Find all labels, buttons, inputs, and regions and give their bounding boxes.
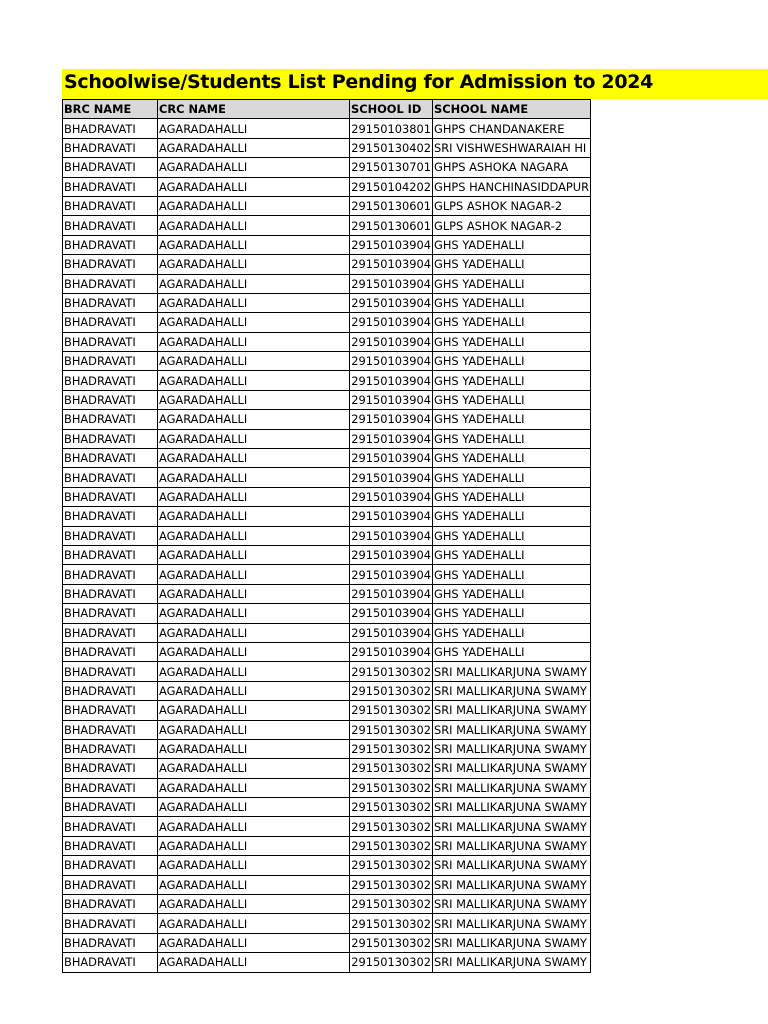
table-row bbox=[63, 332, 591, 351]
school-id-cell[interactable]: 29150130302 bbox=[350, 662, 433, 681]
crc-name-cell[interactable]: AGARADAHALLI bbox=[158, 138, 350, 157]
school-id-cell[interactable]: 29150130302 bbox=[350, 778, 433, 797]
school-id-cell[interactable]: 29150103904 bbox=[350, 545, 433, 564]
brc-name-cell[interactable]: BHADRAVATI bbox=[63, 429, 158, 448]
school-name-cell[interactable]: GHS YADEHALLI bbox=[433, 371, 591, 390]
crc-name-cell[interactable]: AGARADAHALLI bbox=[158, 681, 350, 700]
school-name-cell[interactable]: GHS YADEHALLI bbox=[433, 526, 591, 545]
table-row bbox=[63, 856, 591, 875]
table-row bbox=[63, 255, 591, 274]
brc-name-cell[interactable]: BHADRAVATI bbox=[63, 836, 158, 855]
table-row bbox=[63, 584, 591, 603]
table-row bbox=[63, 274, 591, 293]
brc-name-cell[interactable]: BHADRAVATI bbox=[63, 158, 158, 177]
header-crc-name[interactable]: CRC NAME bbox=[158, 100, 350, 119]
school-id-cell[interactable]: 29150104202 bbox=[350, 177, 433, 196]
school-id-cell[interactable]: 29150103904 bbox=[350, 565, 433, 584]
crc-name-cell[interactable]: AGARADAHALLI bbox=[158, 604, 350, 623]
crc-name-cell[interactable]: AGARADAHALLI bbox=[158, 778, 350, 797]
brc-name-cell[interactable]: BHADRAVATI bbox=[63, 255, 158, 274]
school-id-cell[interactable]: 29150103904 bbox=[350, 429, 433, 448]
crc-name-cell[interactable]: AGARADAHALLI bbox=[158, 526, 350, 545]
crc-name-cell[interactable]: AGARADAHALLI bbox=[158, 545, 350, 564]
brc-name-cell[interactable]: BHADRAVATI bbox=[63, 662, 158, 681]
crc-name-cell[interactable]: AGARADAHALLI bbox=[158, 798, 350, 817]
school-name-cell[interactable]: SRI VISHWESHWARAIAH HI bbox=[433, 138, 591, 157]
header-row bbox=[63, 100, 591, 119]
school-id-cell[interactable]: 29150103904 bbox=[350, 642, 433, 661]
crc-name-cell[interactable]: AGARADAHALLI bbox=[158, 216, 350, 235]
school-name-cell[interactable]: SRI MALLIKARJUNA SWAMY bbox=[433, 856, 591, 875]
school-id-cell[interactable]: 29150130302 bbox=[350, 720, 433, 739]
school-name-cell[interactable]: SRI MALLIKARJUNA SWAMY bbox=[433, 798, 591, 817]
crc-name-cell[interactable]: AGARADAHALLI bbox=[158, 293, 350, 312]
crc-name-cell[interactable]: AGARADAHALLI bbox=[158, 739, 350, 758]
brc-name-cell[interactable]: BHADRAVATI bbox=[63, 778, 158, 797]
crc-name-cell[interactable]: AGARADAHALLI bbox=[158, 371, 350, 390]
school-id-cell[interactable]: 29150130302 bbox=[350, 856, 433, 875]
brc-name-cell[interactable]: BHADRAVATI bbox=[63, 817, 158, 836]
school-name-cell[interactable]: SRI MALLIKARJUNA SWAMY bbox=[433, 933, 591, 952]
school-id-cell[interactable]: 29150130302 bbox=[350, 701, 433, 720]
table-row bbox=[63, 895, 591, 914]
brc-name-cell[interactable]: BHADRAVATI bbox=[63, 739, 158, 758]
brc-name-cell[interactable]: BHADRAVATI bbox=[63, 526, 158, 545]
school-name-cell[interactable]: GHS YADEHALLI bbox=[433, 352, 591, 371]
brc-name-cell[interactable]: BHADRAVATI bbox=[63, 119, 158, 138]
table-row bbox=[63, 720, 591, 739]
brc-name-cell[interactable]: BHADRAVATI bbox=[63, 449, 158, 468]
table-row bbox=[63, 235, 591, 254]
table-row bbox=[63, 914, 591, 933]
school-id-cell[interactable]: 29150103904 bbox=[350, 255, 433, 274]
school-name-cell[interactable]: SRI MALLIKARJUNA SWAMY bbox=[433, 895, 591, 914]
table-row bbox=[63, 313, 591, 332]
crc-name-cell[interactable]: AGARADAHALLI bbox=[158, 662, 350, 681]
school-id-cell[interactable]: 29150130701 bbox=[350, 158, 433, 177]
crc-name-cell[interactable]: AGARADAHALLI bbox=[158, 274, 350, 293]
brc-name-cell[interactable]: BHADRAVATI bbox=[63, 545, 158, 564]
table-row bbox=[63, 642, 591, 661]
school-id-cell[interactable]: 29150103904 bbox=[350, 410, 433, 429]
brc-name-cell[interactable]: BHADRAVATI bbox=[63, 371, 158, 390]
table-row bbox=[63, 429, 591, 448]
school-id-cell[interactable]: 29150130302 bbox=[350, 914, 433, 933]
school-id-cell[interactable]: 29150130601 bbox=[350, 216, 433, 235]
brc-name-cell[interactable]: BHADRAVATI bbox=[63, 953, 158, 972]
crc-name-cell[interactable]: AGARADAHALLI bbox=[158, 177, 350, 196]
crc-name-cell[interactable]: AGARADAHALLI bbox=[158, 701, 350, 720]
table-row bbox=[63, 487, 591, 506]
title-banner bbox=[62, 69, 768, 99]
school-id-cell[interactable]: 29150130302 bbox=[350, 739, 433, 758]
school-id-cell[interactable]: 29150130302 bbox=[350, 953, 433, 972]
school-id-cell[interactable]: 29150130601 bbox=[350, 196, 433, 215]
school-name-cell[interactable]: SRI MALLIKARJUNA SWAMY bbox=[433, 836, 591, 855]
brc-name-cell[interactable]: BHADRAVATI bbox=[63, 293, 158, 312]
table-row bbox=[63, 216, 591, 235]
table-row bbox=[63, 352, 591, 371]
school-name-cell[interactable]: GHS YADEHALLI bbox=[433, 565, 591, 584]
table-row bbox=[63, 468, 591, 487]
crc-name-cell[interactable]: AGARADAHALLI bbox=[158, 119, 350, 138]
brc-name-cell[interactable]: BHADRAVATI bbox=[63, 507, 158, 526]
crc-name-cell[interactable]: AGARADAHALLI bbox=[158, 255, 350, 274]
crc-name-cell[interactable]: AGARADAHALLI bbox=[158, 196, 350, 215]
school-id-cell[interactable]: 29150103904 bbox=[350, 371, 433, 390]
brc-name-cell[interactable]: BHADRAVATI bbox=[63, 604, 158, 623]
crc-name-cell[interactable]: AGARADAHALLI bbox=[158, 390, 350, 409]
school-name-cell[interactable]: GHPS HANCHINASIDDAPUR bbox=[433, 177, 591, 196]
crc-name-cell[interactable]: AGARADAHALLI bbox=[158, 642, 350, 661]
table-row bbox=[63, 196, 591, 215]
school-id-cell[interactable]: 29150130302 bbox=[350, 933, 433, 952]
table-row bbox=[63, 623, 591, 642]
crc-name-cell[interactable]: AGARADAHALLI bbox=[158, 565, 350, 584]
table-row bbox=[63, 759, 591, 778]
school-id-cell[interactable]: 29150103904 bbox=[350, 274, 433, 293]
school-name-cell[interactable]: GHS YADEHALLI bbox=[433, 293, 591, 312]
crc-name-cell[interactable]: AGARADAHALLI bbox=[158, 352, 350, 371]
table-row bbox=[63, 778, 591, 797]
brc-name-cell[interactable]: BHADRAVATI bbox=[63, 642, 158, 661]
table-row bbox=[63, 177, 591, 196]
table-row bbox=[63, 390, 591, 409]
brc-name-cell[interactable]: BHADRAVATI bbox=[63, 332, 158, 351]
school-id-cell[interactable]: 29150103801 bbox=[350, 119, 433, 138]
school-name-cell[interactable]: GHS YADEHALLI bbox=[433, 313, 591, 332]
crc-name-cell[interactable]: AGARADAHALLI bbox=[158, 449, 350, 468]
school-name-cell[interactable]: GHS YADEHALLI bbox=[433, 274, 591, 293]
header-school-name[interactable]: SCHOOL NAME bbox=[433, 100, 591, 119]
school-name-cell[interactable]: GHPS CHANDANAKERE bbox=[433, 119, 591, 138]
school-id-cell[interactable]: 29150103904 bbox=[350, 487, 433, 506]
school-name-cell[interactable]: GLPS ASHOK NAGAR-2 bbox=[433, 196, 591, 215]
crc-name-cell[interactable]: AGARADAHALLI bbox=[158, 158, 350, 177]
school-id-cell[interactable]: 29150103904 bbox=[350, 468, 433, 487]
school-id-cell[interactable]: 29150103904 bbox=[350, 293, 433, 312]
crc-name-cell[interactable]: AGARADAHALLI bbox=[158, 429, 350, 448]
table-row bbox=[63, 449, 591, 468]
table-row bbox=[63, 953, 591, 972]
school-id-cell[interactable]: 29150103904 bbox=[350, 526, 433, 545]
brc-name-cell[interactable]: BHADRAVATI bbox=[63, 875, 158, 894]
brc-name-cell[interactable]: BHADRAVATI bbox=[63, 313, 158, 332]
school-id-cell[interactable]: 29150103904 bbox=[350, 623, 433, 642]
school-name-cell[interactable]: GHS YADEHALLI bbox=[433, 507, 591, 526]
brc-name-cell[interactable]: BHADRAVATI bbox=[63, 933, 158, 952]
table-row bbox=[63, 410, 591, 429]
school-name-cell[interactable]: GHS YADEHALLI bbox=[433, 429, 591, 448]
crc-name-cell[interactable]: AGARADAHALLI bbox=[158, 720, 350, 739]
school-id-cell[interactable]: 29150103904 bbox=[350, 449, 433, 468]
brc-name-cell[interactable]: BHADRAVATI bbox=[63, 895, 158, 914]
school-id-cell[interactable]: 29150130302 bbox=[350, 895, 433, 914]
crc-name-cell[interactable]: AGARADAHALLI bbox=[158, 817, 350, 836]
brc-name-cell[interactable]: BHADRAVATI bbox=[63, 468, 158, 487]
brc-name-cell[interactable]: BHADRAVATI bbox=[63, 177, 158, 196]
table-row bbox=[63, 526, 591, 545]
table-row bbox=[63, 293, 591, 312]
school-id-cell[interactable]: 29150130302 bbox=[350, 759, 433, 778]
table-row bbox=[63, 507, 591, 526]
school-id-cell[interactable]: 29150130302 bbox=[350, 798, 433, 817]
table-row bbox=[63, 662, 591, 681]
school-name-cell[interactable]: GHS YADEHALLI bbox=[433, 449, 591, 468]
school-name-cell[interactable]: GHS YADEHALLI bbox=[433, 332, 591, 351]
table-row bbox=[63, 604, 591, 623]
school-id-cell[interactable]: 29150103904 bbox=[350, 507, 433, 526]
table-row bbox=[63, 739, 591, 758]
school-name-cell[interactable]: SRI MALLIKARJUNA SWAMY bbox=[433, 914, 591, 933]
crc-name-cell[interactable]: AGARADAHALLI bbox=[158, 914, 350, 933]
table-row bbox=[63, 701, 591, 720]
brc-name-cell[interactable]: BHADRAVATI bbox=[63, 759, 158, 778]
school-id-cell[interactable]: 29150130302 bbox=[350, 681, 433, 700]
school-name-cell[interactable]: SRI MALLIKARJUNA SWAMY bbox=[433, 739, 591, 758]
school-name-cell[interactable]: SRI MALLIKARJUNA SWAMY bbox=[433, 701, 591, 720]
school-name-cell[interactable]: SRI MALLIKARJUNA SWAMY bbox=[433, 662, 591, 681]
table-row bbox=[63, 681, 591, 700]
brc-name-cell[interactable]: BHADRAVATI bbox=[63, 352, 158, 371]
school-name-cell[interactable]: SRI MALLIKARJUNA SWAMY bbox=[433, 681, 591, 700]
crc-name-cell[interactable]: AGARADAHALLI bbox=[158, 313, 350, 332]
crc-name-cell[interactable]: AGARADAHALLI bbox=[158, 953, 350, 972]
school-id-cell[interactable]: 29150103904 bbox=[350, 390, 433, 409]
school-name-cell[interactable]: GHS YADEHALLI bbox=[433, 604, 591, 623]
student-list-table bbox=[62, 99, 591, 973]
brc-name-cell[interactable]: BHADRAVATI bbox=[63, 798, 158, 817]
school-id-cell[interactable]: 29150130302 bbox=[350, 817, 433, 836]
brc-name-cell[interactable]: BHADRAVATI bbox=[63, 701, 158, 720]
school-id-cell[interactable]: 29150130302 bbox=[350, 836, 433, 855]
crc-name-cell[interactable]: AGARADAHALLI bbox=[158, 507, 350, 526]
school-name-cell[interactable]: GLPS ASHOK NAGAR-2 bbox=[433, 216, 591, 235]
school-name-cell[interactable]: SRI MALLIKARJUNA SWAMY bbox=[433, 875, 591, 894]
school-name-cell[interactable]: SRI MALLIKARJUNA SWAMY bbox=[433, 953, 591, 972]
brc-name-cell[interactable]: BHADRAVATI bbox=[63, 196, 158, 215]
school-name-cell[interactable]: GHS YADEHALLI bbox=[433, 487, 591, 506]
table-body bbox=[63, 119, 591, 972]
school-id-cell[interactable]: 29150103904 bbox=[350, 235, 433, 254]
crc-name-cell[interactable]: AGARADAHALLI bbox=[158, 487, 350, 506]
crc-name-cell[interactable]: AGARADAHALLI bbox=[158, 875, 350, 894]
brc-name-cell[interactable]: BHADRAVATI bbox=[63, 274, 158, 293]
school-id-cell[interactable]: 29150103904 bbox=[350, 313, 433, 332]
school-name-cell[interactable]: GHS YADEHALLI bbox=[433, 584, 591, 603]
table-row bbox=[63, 371, 591, 390]
school-name-cell[interactable]: GHS YADEHALLI bbox=[433, 390, 591, 409]
brc-name-cell[interactable]: BHADRAVATI bbox=[63, 390, 158, 409]
school-name-cell[interactable]: GHS YADEHALLI bbox=[433, 642, 591, 661]
table-row bbox=[63, 817, 591, 836]
table-row bbox=[63, 119, 591, 138]
brc-name-cell[interactable]: BHADRAVATI bbox=[63, 914, 158, 933]
school-name-cell[interactable]: GHS YADEHALLI bbox=[433, 410, 591, 429]
brc-name-cell[interactable]: BHADRAVATI bbox=[63, 216, 158, 235]
table-row bbox=[63, 836, 591, 855]
crc-name-cell[interactable]: AGARADAHALLI bbox=[158, 235, 350, 254]
crc-name-cell[interactable]: AGARADAHALLI bbox=[158, 836, 350, 855]
school-id-cell[interactable]: 29150103904 bbox=[350, 352, 433, 371]
crc-name-cell[interactable]: AGARADAHALLI bbox=[158, 895, 350, 914]
table-row bbox=[63, 875, 591, 894]
school-name-cell[interactable]: SRI MALLIKARJUNA SWAMY bbox=[433, 720, 591, 739]
brc-name-cell[interactable]: BHADRAVATI bbox=[63, 235, 158, 254]
school-name-cell[interactable]: GHPS ASHOKA NAGARA bbox=[433, 158, 591, 177]
crc-name-cell[interactable]: AGARADAHALLI bbox=[158, 584, 350, 603]
brc-name-cell[interactable]: BHADRAVATI bbox=[63, 623, 158, 642]
crc-name-cell[interactable]: AGARADAHALLI bbox=[158, 759, 350, 778]
table-row bbox=[63, 158, 591, 177]
school-id-cell[interactable]: 29150103904 bbox=[350, 332, 433, 351]
crc-name-cell[interactable]: AGARADAHALLI bbox=[158, 856, 350, 875]
crc-name-cell[interactable]: AGARADAHALLI bbox=[158, 332, 350, 351]
brc-name-cell[interactable]: BHADRAVATI bbox=[63, 856, 158, 875]
school-id-cell[interactable]: 29150130302 bbox=[350, 875, 433, 894]
school-name-cell[interactable]: SRI MALLIKARJUNA SWAMY bbox=[433, 817, 591, 836]
crc-name-cell[interactable]: AGARADAHALLI bbox=[158, 623, 350, 642]
brc-name-cell[interactable]: BHADRAVATI bbox=[63, 487, 158, 506]
school-name-cell[interactable]: GHS YADEHALLI bbox=[433, 235, 591, 254]
table-row bbox=[63, 933, 591, 952]
table-row bbox=[63, 798, 591, 817]
brc-name-cell[interactable]: BHADRAVATI bbox=[63, 584, 158, 603]
school-id-cell[interactable]: 29150130402 bbox=[350, 138, 433, 157]
school-id-cell[interactable]: 29150103904 bbox=[350, 604, 433, 623]
school-id-cell[interactable]: 29150103904 bbox=[350, 584, 433, 603]
school-name-cell[interactable]: SRI MALLIKARJUNA SWAMY bbox=[433, 778, 591, 797]
school-name-cell[interactable]: GHS YADEHALLI bbox=[433, 255, 591, 274]
table-row bbox=[63, 138, 591, 157]
table-row bbox=[63, 545, 591, 564]
school-name-cell[interactable]: GHS YADEHALLI bbox=[433, 545, 591, 564]
crc-name-cell[interactable]: AGARADAHALLI bbox=[158, 468, 350, 487]
school-name-cell[interactable]: GHS YADEHALLI bbox=[433, 468, 591, 487]
brc-name-cell[interactable]: BHADRAVATI bbox=[63, 720, 158, 739]
page-title: Schoolwise/Students List Pending for Admission to 2024 bbox=[64, 71, 654, 93]
school-name-cell[interactable]: SRI MALLIKARJUNA SWAMY bbox=[433, 759, 591, 778]
crc-name-cell[interactable]: AGARADAHALLI bbox=[158, 410, 350, 429]
brc-name-cell[interactable]: BHADRAVATI bbox=[63, 681, 158, 700]
brc-name-cell[interactable]: BHADRAVATI bbox=[63, 565, 158, 584]
brc-name-cell[interactable]: BHADRAVATI bbox=[63, 138, 158, 157]
header-brc-name[interactable]: BRC NAME bbox=[63, 100, 158, 119]
table-row bbox=[63, 565, 591, 584]
school-name-cell[interactable]: GHS YADEHALLI bbox=[433, 623, 591, 642]
header-school-id[interactable]: SCHOOL ID bbox=[350, 100, 433, 119]
crc-name-cell[interactable]: AGARADAHALLI bbox=[158, 933, 350, 952]
brc-name-cell[interactable]: BHADRAVATI bbox=[63, 410, 158, 429]
